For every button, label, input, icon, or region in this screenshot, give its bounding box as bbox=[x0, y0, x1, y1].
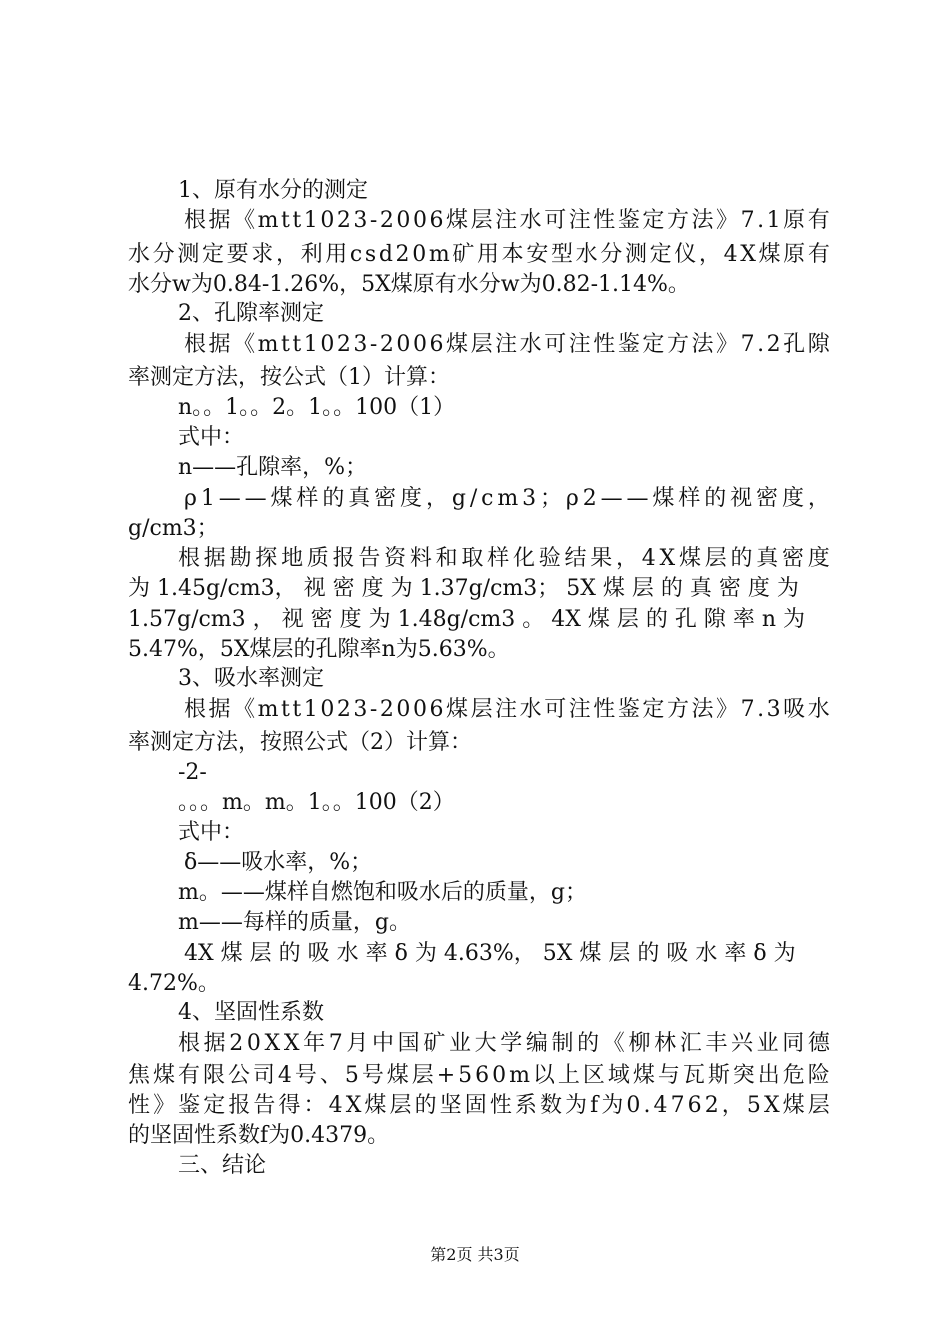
paragraph-line: 5.47%，5X煤层的孔隙率n为5.63%。 bbox=[128, 637, 510, 662]
section-heading-porosity: 2、孔隙率测定 bbox=[178, 301, 324, 326]
paragraph-line: 根 据 《 m t t 1 0 2 3 - 2 0 0 6 煤 层 注 水 可 注 性 鉴 定 方 法 》 7 . 2 孔 隙 bbox=[184, 332, 830, 357]
paragraph-line: 根 据 《 m t t 1 0 2 3 - 2 0 0 6 煤 层 注 水 可 注 性 鉴 定 方 法 》 7 . 3 吸 水 bbox=[184, 697, 830, 722]
paragraph-line: 率测定方法，按照公式（2）计算： bbox=[128, 730, 472, 755]
paragraph-line: 为 1.45g/cm3， 视 密 度 为 1.37g/cm3； 5X 煤 层 的 真 密 度 为 bbox=[128, 576, 799, 601]
paragraph-line: 焦 煤 有 限 公 司 4 号 、 5 号 煤 层 + 5 6 0 m 以 上 区 域 煤 与 瓦 斯 突 出 危 险 bbox=[128, 1063, 830, 1088]
paragraph-line: 4.72%。 bbox=[128, 971, 220, 996]
formula-legend-item: ρ 1 — — 煤 样 的 真 密 度 ， g / c m 3 ； ρ 2 — — 煤 样 的 视 密 度 ， bbox=[184, 486, 830, 511]
paragraph-line: 的坚固性系数f为0.4379。 bbox=[128, 1123, 390, 1148]
paragraph-line: 根 据 勘 探 地 质 报 告 资 料 和 取 样 化 验 结 果 ， 4 X 煤 层 的 真 密 度 bbox=[178, 546, 830, 571]
formula-legend-title: 式中： bbox=[178, 820, 245, 845]
formula-legend-item: δ——吸水率，%； bbox=[184, 850, 373, 875]
formula-line: n。。1。。2。1。。100（1） bbox=[178, 395, 456, 420]
section-heading-firmness: 4、坚固性系数 bbox=[178, 1000, 324, 1025]
page-marker: -2- bbox=[178, 760, 207, 785]
formula-legend-item: m。——煤样自燃饱和吸水后的质量，g； bbox=[178, 880, 587, 905]
formula-legend-item: n——孔隙率，%； bbox=[178, 455, 368, 480]
formula-legend-item: m——每样的质量，g。 bbox=[178, 910, 411, 935]
paragraph-line: 1.57g/cm3 ， 视 密 度 为 1.48g/cm3 。 4X 煤 层 的 孔 隙 率 n 为 bbox=[128, 607, 806, 632]
paragraph-line: 根 据 2 0 X X 年 7 月 中 国 矿 业 大 学 编 制 的 《 柳 林 汇 丰 兴 业 同 德 bbox=[178, 1031, 830, 1056]
paragraph-line: 率测定方法，按公式（1）计算： bbox=[128, 365, 450, 390]
paragraph-line: 水分w为0.84-1.26%，5X煤原有水分w为0.82-1.14%。 bbox=[128, 272, 690, 297]
section-heading-water-absorption: 3、吸水率测定 bbox=[178, 666, 324, 691]
paragraph-line: 性 》 鉴 定 报 告 得 ： 4 X 煤 层 的 坚 固 性 系 数 为 f 为 0 . 4 7 6 2 ， 5 X 煤 层 bbox=[128, 1093, 830, 1118]
paragraph-line: 水 分 测 定 要 求 ， 利 用 c s d 2 0 m 矿 用 本 安 型 水 分 测 定 仪 ， 4 X 煤 原 有 bbox=[128, 242, 830, 267]
formula-line: 。。。m。m。1。。100（2） bbox=[178, 790, 455, 815]
section-heading-moisture: 1、原有水分的测定 bbox=[178, 178, 368, 203]
paragraph-line: 根 据 《 m t t 1 0 2 3 - 2 0 0 6 煤 层 注 水 可 注 性 鉴 定 方 法 》 7 . 1 原 有 bbox=[184, 208, 830, 233]
page-footer: 第2页 共3页 bbox=[430, 1245, 520, 1264]
paragraph-line: 4X 煤 层 的 吸 水 率 δ 为 4.63%， 5X 煤 层 的 吸 水 率 δ 为 bbox=[184, 941, 796, 966]
section-heading-conclusion: 三、结论 bbox=[178, 1153, 267, 1178]
formula-legend-title: 式中： bbox=[178, 425, 245, 450]
formula-legend-item: g/cm3； bbox=[128, 516, 219, 541]
